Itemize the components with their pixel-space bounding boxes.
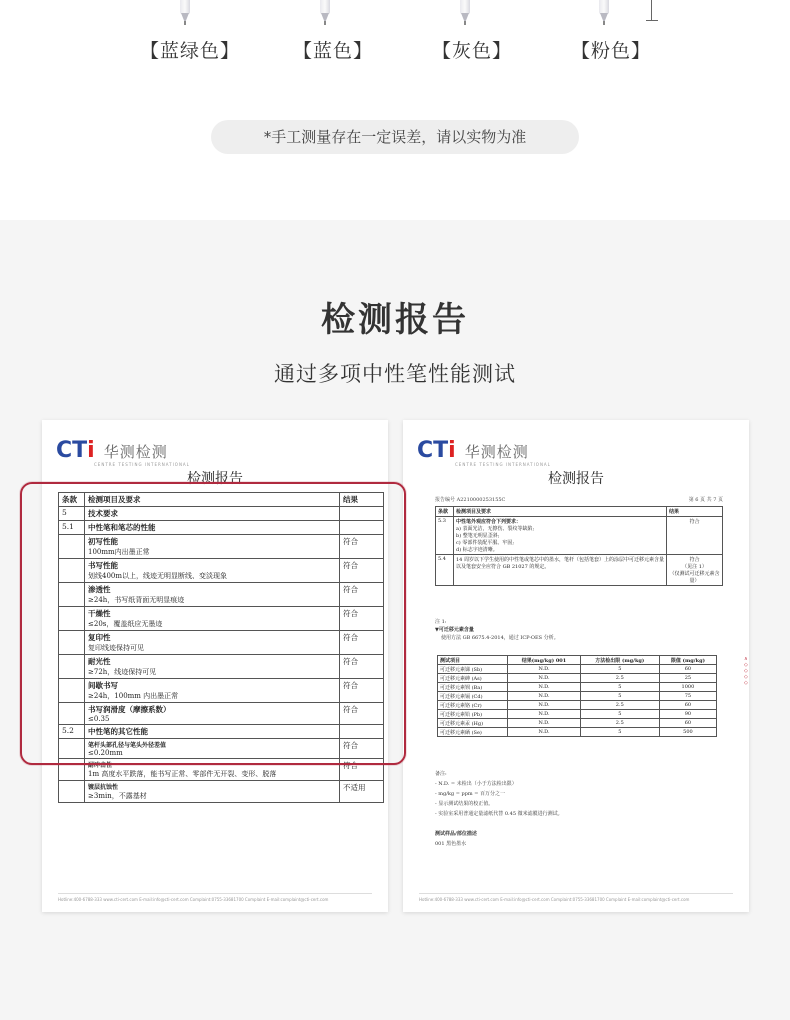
test-report-section	[0, 220, 790, 1020]
row-result: 符合	[340, 679, 384, 703]
table-row	[438, 665, 717, 674]
row-item-detail: ≥3min，不露基材	[88, 792, 147, 800]
table-row	[438, 710, 717, 719]
measurement-note: *手工测量存在一定误差，请以实物为准	[211, 120, 579, 154]
report-meta	[435, 496, 723, 503]
row-item-title: 间歇书写	[88, 681, 118, 690]
side-stamp-mark: ∧ ◇ ◇ ◇ ◇	[744, 656, 748, 686]
highlight-frame	[20, 482, 406, 765]
row-item-line: d) 标志字迹清晰。	[456, 547, 498, 553]
row-item-title: 初写性能	[88, 537, 118, 546]
row-clause: 5	[59, 507, 85, 521]
remark-line: - N.D. = 未检出（小于方法检出限）	[435, 781, 517, 787]
row-result: 符合	[340, 739, 384, 759]
row-clause: 5.4	[436, 555, 454, 586]
row-result: 符合	[340, 607, 384, 631]
row-item-detail: ≤20s，覆盖纸应无墨迹	[88, 620, 163, 628]
page-info: 第 6 页 共 7 页	[688, 497, 723, 503]
table-row	[59, 781, 384, 803]
metal-limit: 60	[659, 701, 716, 710]
metal-mdl: 5	[580, 665, 659, 674]
row-item-title: 耐冲击性	[88, 762, 113, 769]
table-row	[438, 692, 717, 701]
col-result: 结果	[340, 493, 384, 507]
table-row	[438, 674, 717, 683]
metal-limit: 1000	[659, 683, 716, 692]
row-item-title: 书写润滑度（摩擦系数）	[88, 705, 171, 714]
doc-title: 检测报告	[548, 471, 604, 487]
row-item-title: 复印性	[88, 633, 111, 642]
metal-name: 可迁移元素镉 (Cd)	[438, 692, 508, 701]
metal-result: N.D.	[508, 692, 580, 701]
section-subtitle: 通过多项中性笔性能测试	[274, 362, 516, 386]
measure-ruler-icon	[646, 0, 658, 22]
variant-label-blue: 【蓝色】	[293, 40, 374, 62]
row-item-detail: ≥24h，100mm 内出墨正常	[88, 692, 179, 700]
metal-result: N.D.	[508, 665, 580, 674]
table-row	[436, 517, 723, 555]
row-item	[454, 555, 667, 586]
metal-mdl: 5	[580, 728, 659, 737]
row-item-detail: 100mm内出墨正常	[88, 548, 150, 556]
sample-description: 001 黑色墨水	[435, 841, 467, 847]
metal-limit: 500	[659, 728, 716, 737]
row-item-title: 耐光性	[88, 657, 111, 666]
metal-name: 可迁移元素铬 (Cr)	[438, 701, 508, 710]
table-row	[438, 683, 717, 692]
col-result: 结果	[667, 507, 723, 517]
cti-logo-mark: CTi	[417, 438, 456, 463]
variant-label-pink: 【粉色】	[571, 40, 652, 62]
metal-limit: 75	[659, 692, 716, 701]
col-item: 检测项目及要求	[85, 493, 340, 507]
pen-tip-icon	[178, 0, 192, 26]
row-item-title: 干燥性	[88, 609, 111, 618]
metal-name: 可迁移元素铅 (Pb)	[438, 710, 508, 719]
table-row	[438, 701, 717, 710]
row-item-line: a) 表面光洁，无擦伤、裂纹等缺陷;	[456, 526, 535, 532]
cti-logo-cn: 华测检测	[464, 443, 529, 461]
pen-tip-icon	[458, 0, 472, 26]
metal-result: N.D.	[508, 719, 580, 728]
row-item-title: 中性笔外观应符合下列要求：	[456, 519, 522, 525]
cti-logo	[417, 438, 551, 468]
col-clause: 条款	[59, 493, 85, 507]
cti-logo-mark: CTi	[56, 438, 95, 463]
row-result: 符合	[340, 703, 384, 725]
row-item-title: 书写性能	[88, 561, 118, 570]
row-item-detail: ≤0.20mm	[88, 749, 123, 757]
row-item-title: 中性笔的其它性能	[88, 727, 148, 736]
doc-title: 检测报告	[187, 471, 243, 487]
metal-mdl: 5	[580, 692, 659, 701]
variant-label-teal: 【蓝绿色】	[140, 40, 241, 62]
table-row	[436, 555, 723, 586]
table-row	[438, 719, 717, 728]
row-item	[454, 517, 667, 555]
metal-result: N.D.	[508, 728, 580, 737]
metal-result: N.D.	[508, 701, 580, 710]
row-result: 符合	[667, 517, 723, 555]
metal-result: N.D.	[508, 683, 580, 692]
cti-logo-en: CENTRE TESTING INTERNATIONAL	[455, 462, 551, 467]
pen-tip-icon	[597, 0, 611, 26]
row-clause: 5.3	[436, 517, 454, 555]
remark-line: - mg/kg = ppm = 百万分之一	[435, 791, 506, 797]
table-row	[438, 728, 717, 737]
col-test-item: 测试项目	[438, 656, 508, 665]
metal-mdl: 2.5	[580, 674, 659, 683]
remark-line: - 显示测试结果的校正值。	[435, 801, 494, 807]
row-item	[85, 781, 340, 803]
row-item-detail: ≥72h，线迹保持可见	[88, 668, 157, 676]
cti-logo-cn: 华测检测	[103, 443, 168, 461]
row-item-title: 14 周岁以下学生使用的中性笔或笔芯中的墨水，笔杆（包括笔套）上的涂层中可迁移元素含量以及笔套安全应符合 GB 21027 的规定。	[456, 557, 664, 570]
remarks-title: 备注:	[435, 771, 447, 777]
row-result: 符合 （见注 1） （仅测试可迁移元素含量）	[667, 555, 723, 586]
row-result: 符合	[340, 759, 384, 781]
col-item: 检测项目及要求	[454, 507, 667, 517]
row-item-detail: 复印线迹保持可见	[88, 644, 144, 652]
row-result: 符合	[340, 559, 384, 583]
appearance-table	[435, 506, 723, 586]
metal-result: N.D.	[508, 710, 580, 719]
col-result: 结果(mg/kg) 001	[508, 656, 580, 665]
row-result: 符合	[340, 583, 384, 607]
metal-name: 可迁移元素砷 (As)	[438, 674, 508, 683]
metal-mdl: 5	[580, 710, 659, 719]
metal-result: N.D.	[508, 674, 580, 683]
row-item-title: 技术要求	[88, 509, 118, 518]
row-clause: 5.1	[59, 521, 85, 535]
note-method: 使用方法 GB 6675.4-2014，通过 ICP-OES 分析。	[441, 635, 559, 641]
row-item-title: 中性笔和笔芯的性能	[88, 523, 156, 532]
sample-title: 测试样品/部位描述	[435, 831, 477, 837]
row-result: 符合	[340, 631, 384, 655]
col-mdl: 方法检出限 (mg/kg)	[580, 656, 659, 665]
metal-limit: 60	[659, 665, 716, 674]
metal-name: 可迁移元素钡 (Ba)	[438, 683, 508, 692]
color-variant-section	[0, 0, 790, 220]
row-item-title: 笔杆头部孔径与笔头外径差值	[88, 742, 167, 749]
metal-mdl: 5	[580, 683, 659, 692]
report-page-right	[403, 420, 749, 912]
col-limit: 限值 (mg/kg)	[659, 656, 716, 665]
metal-limit: 25	[659, 674, 716, 683]
doc-footer: Hotline:400-6788-333 www.cti-cert.com E-mail:info@cti-cert.com Complaint:0755-33681700 Complaint E-mail:complaint@cti-cert.com	[58, 893, 372, 902]
note-subtitle: ▼可迁移元素含量	[435, 627, 474, 633]
note-title: 注 1:	[435, 619, 447, 625]
metal-mdl: 2.5	[580, 701, 659, 710]
pen-tip-icon	[318, 0, 332, 26]
row-clause	[59, 781, 85, 803]
col-clause: 条款	[436, 507, 454, 517]
metal-limit: 60	[659, 719, 716, 728]
migratable-elements-table	[437, 655, 717, 737]
row-result: 符合	[340, 535, 384, 559]
row-item-detail: 1m 高度水平跌落，能书写正常、零部件无开裂、变形、脱落	[88, 770, 277, 778]
row-item-detail: 划线400m以上，线迹无明显断线、变淡现象	[88, 572, 227, 580]
row-item-detail: ≤0.35	[88, 715, 110, 723]
doc-footer: Hotline:400-6788-333 www.cti-cert.com E-mail:info@cti-cert.com Complaint:0755-33681700 Complaint E-mail:complaint@cti-cert.com	[419, 893, 733, 902]
section-title: 检测报告	[321, 300, 469, 340]
row-item-title: 渗透性	[88, 585, 111, 594]
row-result: 符合	[340, 655, 384, 679]
metal-name: 可迁移元素硒 (Se)	[438, 728, 508, 737]
row-item-line: c) 零部件装配平服、牢固;	[456, 540, 515, 546]
report-number: 报告编号 A2210000253155C	[435, 497, 506, 503]
row-result: 不适用	[340, 781, 384, 803]
cti-logo-en: CENTRE TESTING INTERNATIONAL	[94, 462, 190, 467]
variant-label-gray: 【灰色】	[432, 40, 513, 62]
metal-name: 可迁移元素锑 (Sb)	[438, 665, 508, 674]
row-item-detail: ≥24h，书写纸背面无明显痕迹	[88, 596, 185, 604]
cti-logo	[56, 438, 190, 468]
metal-mdl: 2.5	[580, 719, 659, 728]
row-item-title: 镀层抗蚀性	[88, 784, 119, 791]
remark-line: - 实验室采用普通定量滤纸代替 0.45 微米滤膜进行测试。	[435, 811, 563, 817]
row-clause: 5.2	[59, 725, 85, 739]
row-item-line: b) 整笔无明显歪斜;	[456, 533, 500, 539]
metal-limit: 90	[659, 710, 716, 719]
metal-name: 可迁移元素汞 (Hg)	[438, 719, 508, 728]
